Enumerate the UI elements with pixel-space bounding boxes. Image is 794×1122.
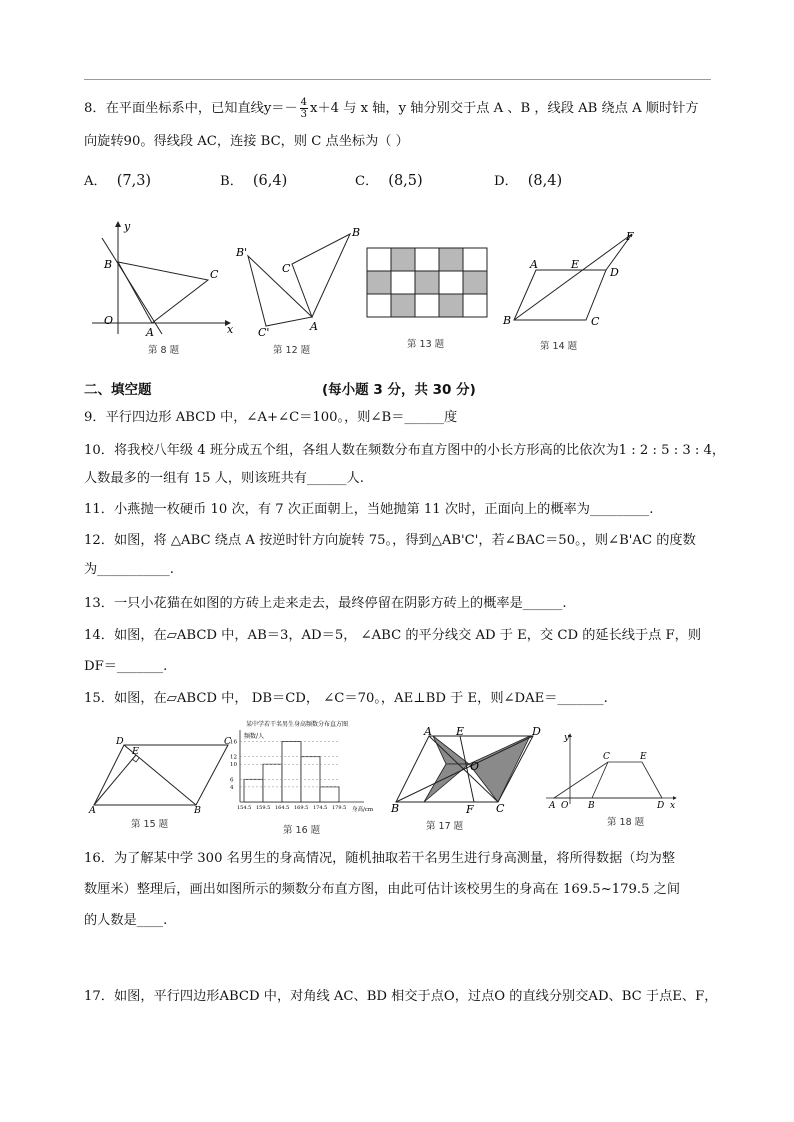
svg-text:A: A bbox=[530, 258, 538, 271]
svg-text:A: A bbox=[89, 805, 96, 813]
section-note: (每小题 3 分，共 30 分) bbox=[322, 382, 476, 398]
figure-15 bbox=[88, 733, 236, 813]
question-15: 15．如图，在▱ABCD 中， DB＝CD， ∠C＝70。，AE⊥BD 于 E，则∠DAE＝_______. bbox=[84, 691, 608, 706]
svg-text:C: C bbox=[603, 752, 610, 762]
parallelogram-abcd bbox=[514, 270, 606, 320]
plain-tile bbox=[463, 248, 487, 271]
fraction: $\frac{4}{3}$ bbox=[300, 97, 308, 120]
svg-text:B: B bbox=[194, 805, 201, 813]
svg-text:D: D bbox=[610, 266, 619, 279]
svg-text:O: O bbox=[561, 801, 569, 808]
header-rule bbox=[84, 79, 711, 80]
q8-line1: 8．在平面坐标系中，已知直线y＝－ $\frac{4}{3}$ x＋4 与 x 轴，y 轴分别交于点 A 、B ，线段 AB 绕点 A 顺时针方 bbox=[84, 97, 699, 120]
histogram-x-tick: 159.5 bbox=[256, 805, 271, 811]
svg-text:O: O bbox=[470, 760, 480, 773]
histogram-x-tick: 169.5 bbox=[294, 805, 309, 811]
histogram-x-tick: 179.5 bbox=[332, 805, 347, 811]
plain-tile bbox=[391, 271, 415, 294]
plain-tile bbox=[439, 271, 463, 294]
svg-text:E: E bbox=[456, 725, 465, 738]
shaded-tile bbox=[415, 271, 439, 294]
histogram-x-tick: 154.5 bbox=[237, 805, 252, 811]
option-c[interactable]: C． (8,5) bbox=[355, 173, 423, 189]
svg-text:D: D bbox=[532, 725, 541, 738]
caption-fig18: 第 18 题 bbox=[607, 817, 645, 828]
svg-text:F: F bbox=[626, 230, 634, 243]
histogram-bar bbox=[320, 787, 339, 802]
svg-text:E: E bbox=[132, 746, 139, 757]
question-11: 11．小燕抛一枚硬币 10 次，有 7 次正面朝上，当她抛第 11 次时，正面向上的概率为_________. bbox=[84, 502, 654, 517]
plain-tile bbox=[415, 294, 439, 317]
shaded-tile bbox=[391, 294, 415, 317]
question-12-line2: 为___________. bbox=[84, 562, 174, 577]
shaded-triangle-top bbox=[433, 736, 469, 764]
shaded-tile bbox=[439, 294, 463, 317]
histogram-bar bbox=[244, 779, 263, 802]
svg-text:x: x bbox=[227, 323, 234, 336]
option-b[interactable]: B． (6,4) bbox=[220, 173, 288, 189]
histogram-ylabel: 频数/人 bbox=[244, 733, 265, 740]
caption-fig17: 第 17 题 bbox=[426, 821, 464, 832]
section-title: 二、填空题 bbox=[84, 382, 152, 398]
svg-text:C: C bbox=[224, 736, 232, 747]
triangle-abc bbox=[292, 234, 350, 317]
svg-text:O: O bbox=[104, 314, 114, 327]
svg-text:B': B' bbox=[236, 246, 248, 259]
figure-16 bbox=[226, 716, 386, 816]
svg-text:A: A bbox=[549, 801, 556, 808]
shaded-tile bbox=[463, 271, 487, 294]
caption-fig16: 第 16 题 bbox=[283, 825, 321, 836]
svg-text:E: E bbox=[571, 258, 580, 271]
question-16-line3: 的人数是____. bbox=[84, 913, 168, 928]
option-a[interactable]: A． (7,3) bbox=[84, 173, 152, 189]
question-9: 9．平行四边形 ABCD 中，∠A+∠C＝100。，则∠B＝______度 bbox=[84, 410, 458, 425]
svg-text:x: x bbox=[670, 801, 676, 808]
histogram-bars bbox=[244, 742, 339, 802]
q8-line2: 向旋转90。得线段 AC，连接 BC，则 C 点坐标为（ ） bbox=[84, 134, 409, 149]
question-16-line1: 16．为了解某中学 300 名男生的身高情况，随机抽取若干名男生进行身高测量，将所得数据（均为整 bbox=[84, 851, 676, 866]
svg-text:B: B bbox=[503, 314, 512, 327]
histogram-title: 某中学若干名男生身高频数分布直方图 bbox=[246, 721, 349, 728]
histogram-y-tick: 6 bbox=[230, 777, 234, 784]
svg-text:A: A bbox=[424, 725, 432, 738]
svg-text:D: D bbox=[657, 801, 665, 808]
figure-12 bbox=[232, 222, 364, 340]
caption-fig13: 第 13 题 bbox=[407, 339, 445, 350]
figure-17 bbox=[390, 724, 552, 814]
svg-text:A: A bbox=[146, 326, 154, 337]
question-13: 13．一只小花猫在如图的方砖上走来走去，最终停留在阴影方砖上的概率是______. bbox=[84, 596, 567, 611]
svg-text:y: y bbox=[564, 733, 570, 743]
histogram-xlabel: 身高/cm bbox=[352, 807, 374, 813]
question-14-line1: 14．如图，在▱ABCD 中，AB＝3，AD＝5， ∠ABC 的平分线交 AD 于 E，交 CD 的延长线于点 F，则 bbox=[84, 628, 702, 643]
histogram-x-tick: 164.5 bbox=[275, 805, 290, 811]
svg-text:C: C bbox=[496, 802, 505, 814]
figure-14 bbox=[500, 228, 642, 328]
question-12-line1: 12．如图，将 △ABC 绕点 A 按逆时针方向旋转 75。，得到△AB'C'，若∠BAC＝50。，则∠B'AC 的度数 bbox=[84, 533, 696, 548]
svg-text:D: D bbox=[116, 736, 124, 747]
shaded-tile bbox=[367, 271, 391, 294]
question-16-line2: 数厘米）整理后，画出如图所示的频数分布直方图，由此可估计该校男生的身高在 169.5~179.5 之间 bbox=[84, 882, 681, 897]
svg-text:F: F bbox=[466, 803, 474, 814]
histogram-bar bbox=[282, 742, 301, 802]
svg-text:A: A bbox=[310, 320, 318, 333]
option-d[interactable]: D． (8,4) bbox=[494, 173, 563, 189]
histogram-bar bbox=[263, 764, 282, 802]
question-17: 17．如图，平行四边形ABCD 中，对角线 AC、BD 相交于点O，过点O 的直线分别交AD、BC 于点E、F， bbox=[84, 989, 718, 1004]
histogram-x-tick: 174.5 bbox=[313, 805, 328, 811]
caption-fig14: 第 14 题 bbox=[540, 341, 578, 352]
svg-text:C': C' bbox=[258, 326, 270, 339]
svg-text:B: B bbox=[588, 801, 595, 808]
svg-text:B: B bbox=[104, 258, 113, 271]
plain-tile bbox=[415, 248, 439, 271]
question-10-line1: 10．将我校八年级 4 班分成五个组，各组人数在频数分布直方图中的小长方形高的比依次为1 : 2 : 5 : 3 : 4， bbox=[84, 443, 726, 458]
figure-8 bbox=[88, 212, 236, 337]
svg-text:y: y bbox=[124, 220, 131, 233]
caption-fig15: 第 15 题 bbox=[131, 819, 169, 830]
parallelogram-abcd bbox=[94, 745, 228, 805]
shaded-tile bbox=[439, 248, 463, 271]
histogram-y-tick: 10 bbox=[230, 762, 237, 769]
plain-tile bbox=[463, 294, 487, 317]
svg-text:B: B bbox=[352, 226, 361, 239]
svg-text:C: C bbox=[591, 315, 600, 328]
figure-18 bbox=[544, 728, 684, 808]
plain-tile bbox=[367, 248, 391, 271]
triangle-abc bbox=[118, 262, 208, 323]
svg-text:E: E bbox=[640, 752, 647, 762]
histogram-y-tick: 16 bbox=[230, 739, 237, 746]
figure-13 bbox=[365, 246, 489, 321]
question-14-line2: DF＝_______. bbox=[84, 659, 168, 674]
tile-grid bbox=[367, 248, 487, 317]
shaded-tile bbox=[391, 248, 415, 271]
svg-text:B: B bbox=[391, 802, 400, 814]
caption-fig12: 第 12 题 bbox=[273, 345, 311, 356]
caption-fig8: 第 8 题 bbox=[148, 345, 180, 356]
histogram-y-tick: 12 bbox=[230, 754, 237, 761]
histogram-y-tick: 4 bbox=[230, 784, 234, 791]
question-10-line2: 人数最多的一组有 15 人，则该班共有______人. bbox=[84, 471, 364, 486]
svg-text:C: C bbox=[210, 268, 219, 281]
plain-tile bbox=[367, 294, 391, 317]
svg-text:C: C bbox=[282, 262, 291, 275]
